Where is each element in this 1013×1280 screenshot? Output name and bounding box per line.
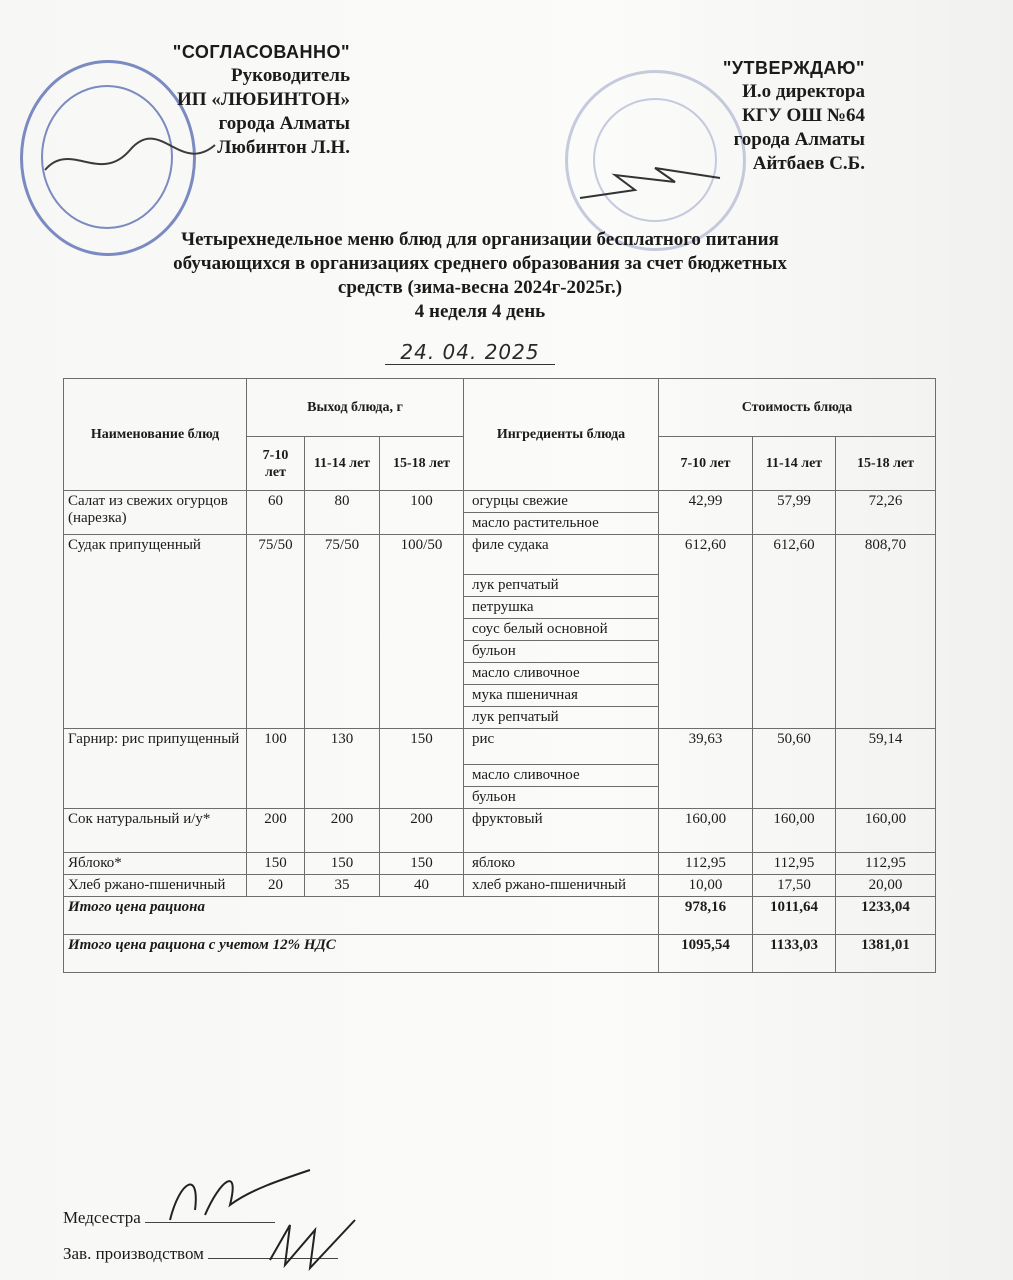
yield-age3: 100	[380, 491, 464, 535]
signature-scribble-right	[575, 160, 725, 210]
yield-age1: 20	[247, 875, 305, 897]
cost-age1: 42,99	[659, 491, 753, 535]
yield-age2: 130	[305, 729, 380, 809]
approval-right-line1: И.о директора	[742, 81, 865, 102]
nurse-label: Медсестра	[63, 1208, 141, 1227]
yield-age1: 75/50	[247, 535, 305, 729]
total-label: Итого цена рациона	[64, 897, 659, 935]
cost-age3: 808,70	[836, 535, 936, 729]
approval-right-line3: города Алматы	[733, 129, 865, 150]
total-vat-row	[64, 935, 936, 973]
approval-right-line2: КГУ ОШ №64	[741, 105, 865, 126]
header-ingredients: Ингредиенты блюда	[464, 379, 659, 491]
approval-left-line3: города Алматы	[218, 113, 350, 134]
cost-age3: 112,95	[836, 853, 936, 875]
cost-age2: 160,00	[753, 809, 836, 853]
cost-age1: 10,00	[659, 875, 753, 897]
dish-name: Сок натуральный и/у*	[64, 809, 247, 853]
menu-table	[63, 378, 936, 973]
header-yield: Выход блюда, г	[247, 379, 464, 437]
table-row	[64, 875, 936, 897]
header-yield-age2: 11-14 лет	[305, 437, 380, 491]
handwritten-date: 24. 04. 2025	[385, 340, 555, 365]
yield-age3: 150	[380, 729, 464, 809]
total-cost-age2: 1011,64	[753, 897, 836, 935]
ingredient: бульон	[464, 787, 659, 809]
cost-age2: 17,50	[753, 875, 836, 897]
cost-age2: 112,95	[753, 853, 836, 875]
yield-age2: 75/50	[305, 535, 380, 729]
cost-age3: 72,26	[836, 491, 936, 535]
ingredient: масло сливочное	[464, 765, 659, 787]
table-row	[64, 491, 936, 513]
production-head-signature-scribble	[260, 1210, 370, 1275]
ingredient: мука пшеничная	[464, 685, 659, 707]
ingredient: огурцы свежие	[464, 491, 659, 513]
yield-age3: 150	[380, 853, 464, 875]
ingredient: масло сливочное	[464, 663, 659, 685]
cost-age2: 612,60	[753, 535, 836, 729]
table-row	[64, 535, 936, 575]
cost-age3: 59,14	[836, 729, 936, 809]
cost-age1: 160,00	[659, 809, 753, 853]
ingredient: фруктовый	[464, 809, 659, 853]
header-yield-age1: 7-10 лет	[247, 437, 305, 491]
header-cost-age2: 11-14 лет	[753, 437, 836, 491]
approval-right-heading: "УТВЕРЖДАЮ"	[722, 58, 865, 78]
yield-age3: 40	[380, 875, 464, 897]
title-line2: обучающихся в организациях среднего образования за счет бюджетных	[173, 253, 787, 274]
header-yield-age3: 15-18 лет	[380, 437, 464, 491]
ingredient: филе судака	[464, 535, 659, 575]
yield-age1: 60	[247, 491, 305, 535]
cost-age1: 112,95	[659, 853, 753, 875]
approval-left-line1: Руководитель	[231, 65, 350, 86]
yield-age3: 200	[380, 809, 464, 853]
signature-scribble-left	[40, 130, 220, 190]
yield-age1: 100	[247, 729, 305, 809]
yield-age2: 80	[305, 491, 380, 535]
total-vat-label: Итого цена рациона с учетом 12% НДС	[64, 935, 659, 973]
yield-age2: 150	[305, 853, 380, 875]
ingredient: бульон	[464, 641, 659, 663]
cost-age2: 50,60	[753, 729, 836, 809]
ingredient: яблоко	[464, 853, 659, 875]
table-row	[64, 809, 936, 853]
approval-left-line2: ИП «ЛЮБИНТОН»	[177, 89, 350, 110]
document-title	[80, 228, 880, 324]
approval-left-line4: Любинтон Л.Н.	[217, 137, 350, 158]
dish-name: Хлеб ржано-пшеничный	[64, 875, 247, 897]
ingredient: лук репчатый	[464, 575, 659, 597]
cost-age3: 20,00	[836, 875, 936, 897]
ingredient: лук репчатый	[464, 707, 659, 729]
ingredient: петрушка	[464, 597, 659, 619]
ingredient: масло растительное	[464, 513, 659, 535]
approval-left-heading: "СОГЛАСОВАННО"	[172, 42, 350, 62]
dish-name: Гарнир: рис припущенный	[64, 729, 247, 809]
table-row	[64, 729, 936, 765]
total-vat-cost-age3: 1381,01	[836, 935, 936, 973]
header-cost-age1: 7-10 лет	[659, 437, 753, 491]
title-line1: Четырехнедельное меню блюд для организации бесплатного питания	[181, 229, 779, 250]
cost-age3: 160,00	[836, 809, 936, 853]
total-row	[64, 897, 936, 935]
title-line3: средств (зима-весна 2024г-2025г.)	[337, 277, 623, 298]
yield-age2: 35	[305, 875, 380, 897]
header-cost-age3: 15-18 лет	[836, 437, 936, 491]
menu-table-body	[64, 491, 936, 973]
ingredient: соус белый основной	[464, 619, 659, 641]
yield-age3: 100/50	[380, 535, 464, 729]
cost-age2: 57,99	[753, 491, 836, 535]
dish-name: Салат из свежих огурцов (нарезка)	[64, 491, 247, 535]
total-cost-age3: 1233,04	[836, 897, 936, 935]
cost-age1: 612,60	[659, 535, 753, 729]
yield-age1: 200	[247, 809, 305, 853]
cost-age1: 39,63	[659, 729, 753, 809]
table-row	[64, 853, 936, 875]
dish-name: Яблоко*	[64, 853, 247, 875]
ingredient: рис	[464, 729, 659, 765]
dish-name: Судак припущенный	[64, 535, 247, 729]
total-vat-cost-age2: 1133,03	[753, 935, 836, 973]
yield-age2: 200	[305, 809, 380, 853]
yield-age1: 150	[247, 853, 305, 875]
header-cost: Стоимость блюда	[659, 379, 936, 437]
total-vat-cost-age1: 1095,54	[659, 935, 753, 973]
approval-right-block	[600, 56, 865, 176]
production-head-label: Зав. производством	[63, 1244, 204, 1263]
approval-right-line4: Айтбаев С.Б.	[752, 153, 865, 174]
total-cost-age1: 978,16	[659, 897, 753, 935]
ingredient: хлеб ржано-пшеничный	[464, 875, 659, 897]
title-line4: 4 неделя 4 день	[414, 301, 546, 322]
header-dish-name: Наименование блюд	[64, 379, 247, 491]
